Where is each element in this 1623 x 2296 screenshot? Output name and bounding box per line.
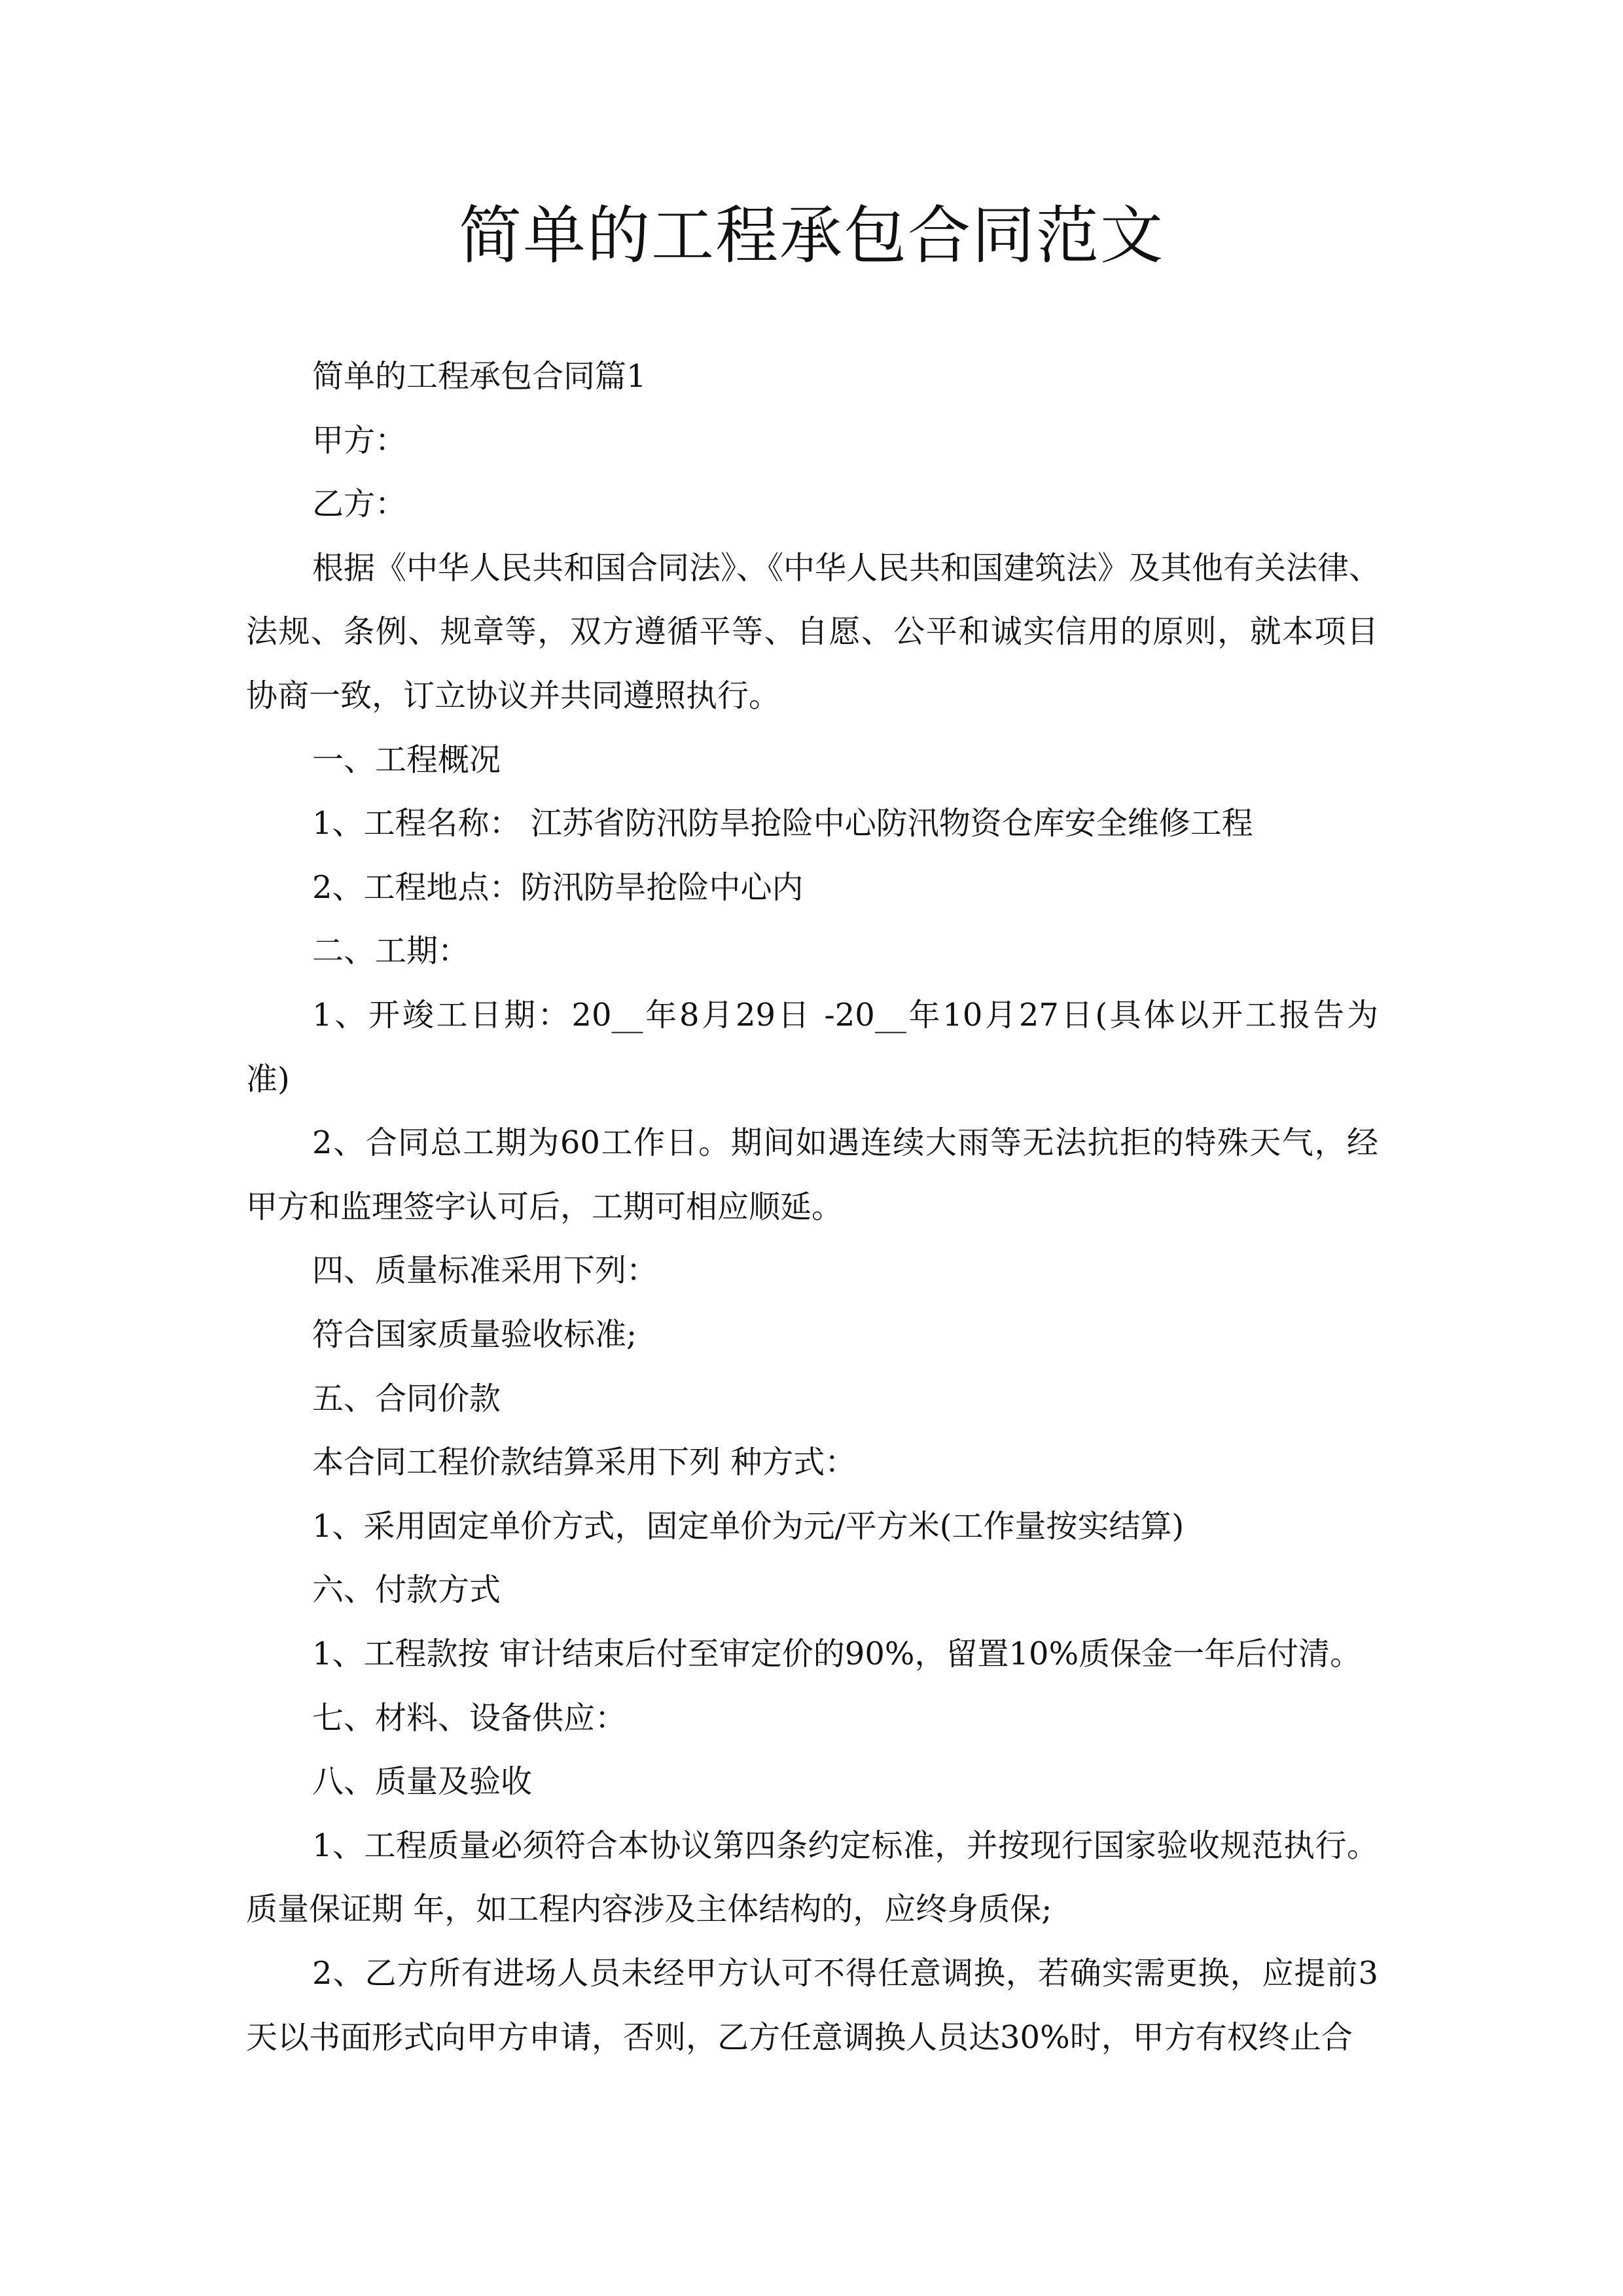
paragraph-line: 乙方： [312,486,407,523]
paragraph-line: 四、质量标准采用下列： [312,1252,658,1289]
paragraph-line: 五、合同价款 [312,1380,501,1417]
paragraph-line: 简单的工程承包合同篇1 [312,358,647,395]
paragraph-line: 一、工程概况 [312,741,501,778]
paragraph-line: 2、合同总工期为60工作日。期间如遇连续大雨等无法抗拒的特殊天气，经 [312,1124,1378,1162]
paragraph-line: 七、材料、设备供应： [312,1699,627,1736]
paragraph-line: 二、工期： [312,933,470,970]
paragraph-line: 甲方和监理签字认可后，工期可相应顺延。 [246,1188,844,1225]
paragraph-line: 1、开竣工日期：20__年8月29日 -20__年10月27日(具体以开工报告为 [312,997,1378,1033]
paragraph-line: 1、工程质量必须符合本协议第四条约定标准，并按现行国家验收规范执行。 [312,1827,1378,1864]
paragraph-line: 天以书面形式向甲方申请，否则，乙方任意调换人员达30%时，甲方有权终止合 [246,2018,1353,2056]
document-title: 简单的工程承包合同范文 [459,199,1164,272]
paragraph-line: 符合国家质量验收标准; [312,1316,637,1353]
paragraph-line: 1、工程名称： 江苏省防汛防旱抢险中心防汛物资仓库安全维修工程 [312,805,1253,842]
paragraph-line: 甲方： [312,422,407,459]
paragraph-line: 1、工程款按 审计结束后付至审定价的90%，留置10%质保金一年后付清。 [312,1636,1362,1672]
paragraph-line: 协商一致，订立协议并共同遵照执行。 [246,677,781,714]
paragraph-line: 2、乙方所有进场人员未经甲方认可不得任意调换，若确实需更换，应提前3 [312,1955,1378,1992]
paragraph-line: 本合同工程价款结算采用下列 种方式： [312,1444,857,1481]
paragraph-line: 准) [246,1060,290,1098]
paragraph-line: 质量保证期 年，如工程内容涉及主体结构的，应终身质保; [246,1891,1052,1928]
paragraph-line: 法规、条例、规章等，双方遵循平等、自愿、公平和诚实信用的原则，就本项目 [246,613,1378,651]
paragraph-line: 六、付款方式 [312,1571,501,1609]
paragraph-line: 八、质量及验收 [312,1763,533,1801]
paragraph-line: 2、工程地点：防汛防旱抢险中心内 [312,869,804,906]
paragraph-line: 根据《中华人民共和国合同法》、《中华人民共和国建筑法》及其他有关法律、 [312,549,1381,586]
paragraph-line: 1、采用固定单价方式，固定单价为元/平方米(工作量按实结算) [312,1507,1185,1545]
